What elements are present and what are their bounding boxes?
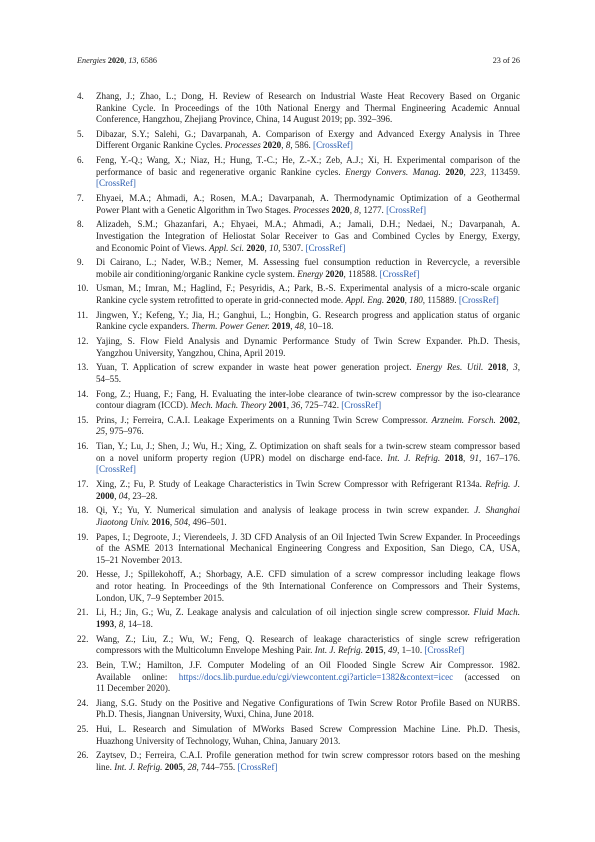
citation-text: Di Cairano, L.; Nader, W.B.; Nemer, M. Assessing fuel consumption reduction in Revercycle, a reversible bbox=[96, 257, 520, 268]
citation-text: Usman, M.; Imran, M.; Haglind, F.; Pesyridis, A.; Park, B.-S. Experimental analysis of a micro-scale organic bbox=[96, 283, 520, 294]
crossref-link[interactable]: [CrossRef] bbox=[379, 268, 420, 279]
reference-item bbox=[77, 362, 520, 385]
reference-line bbox=[96, 283, 520, 295]
volume-number: 49 bbox=[388, 645, 398, 656]
citation-text: Hesse, J.; Spillekohoff, A.; Shorbagy, A.E. CFD simulation of a screw compressor including leakage flows bbox=[96, 569, 520, 580]
citation-text: Alizadeh, S.M.; Ghazanfari, A.; Ehyaei, M.A.; Ahmadi, A.; Jamali, D.H.; Nedaei, N.; Davarpanah, A. bbox=[96, 219, 520, 230]
reference-item bbox=[77, 283, 520, 306]
publication-year: 2001 bbox=[268, 400, 287, 411]
journal-name: Energies bbox=[77, 56, 106, 65]
reference-item bbox=[77, 698, 520, 721]
journal-name: Processes bbox=[293, 204, 330, 215]
reference-line bbox=[96, 441, 520, 453]
citation-text: London, UK, 7–9 September 2015. bbox=[96, 592, 225, 603]
reference-number: 11. bbox=[77, 309, 89, 320]
citation-text: , bbox=[463, 166, 471, 177]
reference-line bbox=[96, 219, 520, 231]
crossref-link[interactable]: [CrossRef] bbox=[341, 400, 382, 411]
reference-list bbox=[77, 91, 520, 777]
reference-line bbox=[96, 114, 520, 126]
page-number: 23 of 26 bbox=[492, 56, 520, 65]
reference-line bbox=[96, 543, 520, 555]
citation-text: , 744–755. bbox=[196, 761, 238, 772]
reference-line bbox=[96, 660, 520, 672]
reference-line bbox=[96, 321, 520, 333]
journal-name: Int. J. Refrig. bbox=[387, 452, 441, 463]
reference-line bbox=[96, 619, 520, 631]
reference-text bbox=[96, 698, 520, 721]
journal-name: Appl. Eng. bbox=[345, 295, 385, 306]
volume-number: 504 bbox=[174, 516, 189, 527]
volume-number: 91 bbox=[469, 452, 479, 463]
journal-name: J. Shanghai bbox=[474, 505, 520, 516]
reference-item bbox=[77, 724, 520, 747]
reference-line bbox=[96, 362, 520, 374]
reference-number: 19. bbox=[77, 531, 89, 542]
citation-text: Yuan, T. Application of screw expander in waste heat power generation project. bbox=[96, 362, 417, 373]
reference-item bbox=[77, 155, 520, 190]
volume-number: 8 bbox=[285, 140, 291, 151]
reference-line bbox=[96, 140, 520, 152]
citation-text: Conference, Hangzhou, Zhejiang Province, China, 14 August 2019; pp. 392–396. bbox=[96, 114, 393, 125]
reference-line bbox=[96, 464, 520, 476]
crossref-link[interactable]: [CrossRef] bbox=[386, 204, 426, 215]
citation-text: performance of basic and regenerative organic Rankine cycles. bbox=[96, 166, 346, 177]
reference-item bbox=[77, 441, 520, 476]
citation-text: Prins, J.; Ferreira, C.A.I. Leakage Experiments on a Running Twin Screw Compressor. bbox=[96, 414, 432, 425]
journal-name: Energy Convers. Manag. bbox=[345, 166, 441, 177]
citation-text: Yangzhou University, Yangzhou, China, April 2019. bbox=[96, 347, 286, 358]
reference-text bbox=[96, 257, 520, 280]
publication-year: 2005 bbox=[164, 761, 183, 772]
citation-text: , 725–742. bbox=[300, 400, 342, 411]
citation-text: Jingwen, Y.; Kefeng, Y.; Jia, H.; Ganghui, L.; Hongbin, G. Research progress and application status of organic bbox=[96, 309, 520, 320]
reference-item bbox=[77, 415, 520, 438]
reference-line bbox=[96, 634, 520, 646]
citation-text: , bbox=[383, 645, 388, 656]
citation-text: of the ASME 2013 International Mechanical Engineering Congress and Exposition, San Diego, CA, USA, bbox=[96, 543, 520, 554]
citation-text: , bbox=[286, 400, 292, 411]
citation-text: Feng, Y.-Q.; Wang, X.; Niaz, H.; Hung, T.-C.; He, Z.-X.; Zeb, A.J.; Xi, H. Experimental comparison of the bbox=[96, 155, 520, 166]
crossref-link[interactable]: [CrossRef] bbox=[458, 295, 499, 306]
reference-text bbox=[96, 283, 520, 306]
reference-number: 17. bbox=[77, 479, 89, 490]
publication-year: 2020 bbox=[107, 56, 125, 65]
crossref-link[interactable]: [CrossRef] bbox=[237, 761, 278, 772]
reference-text bbox=[96, 634, 520, 657]
crossref-link[interactable]: [CrossRef] bbox=[96, 464, 136, 475]
citation-text: Papes, I.; Degroote, J.; Vierendeels, J. 3D CFD Analysis of an Oil Injected Twin Screw Expander. In Proceedings bbox=[96, 531, 520, 542]
reference-number: 12. bbox=[77, 336, 89, 347]
journal-name: Energy Res. Util. bbox=[416, 362, 484, 373]
journal-name: Int. J. Refrig. bbox=[114, 761, 163, 772]
reference-item bbox=[77, 219, 520, 254]
citation-text: , bbox=[264, 242, 270, 253]
citation-text: Xing, Z.; Fu, P. Study of Leakage Characteristics in Twin Screw Compressor with Refrigerant R134a. bbox=[96, 479, 486, 490]
publication-year: 1993 bbox=[96, 618, 115, 629]
citation-text: , 118588. bbox=[343, 268, 380, 279]
reference-number: 21. bbox=[77, 607, 89, 618]
citation-text: , bbox=[114, 618, 119, 629]
citation-text: , 6586 bbox=[136, 56, 157, 65]
citation-text: , 167–176. bbox=[478, 452, 520, 463]
running-header bbox=[77, 56, 520, 66]
reference-text bbox=[96, 155, 520, 190]
reference-item bbox=[77, 607, 520, 630]
citation-text: , bbox=[506, 362, 514, 373]
publication-year: 2016 bbox=[151, 516, 170, 527]
reference-number: 5. bbox=[77, 128, 84, 139]
reference-item bbox=[77, 310, 520, 333]
reference-number: 18. bbox=[77, 505, 89, 516]
reference-line bbox=[96, 698, 520, 710]
citation-text: Yajing, S. Flow Field Analysis and Dynamic Performance Study of Twin Screw Expander. Ph.D. Thesis, bbox=[96, 336, 520, 347]
reference-text bbox=[96, 129, 520, 152]
citation-text: , 1277. bbox=[358, 204, 387, 215]
reference-line bbox=[96, 348, 520, 360]
citation-text: Rankine cycle expanders. bbox=[96, 321, 192, 332]
volume-number: 3 bbox=[513, 362, 518, 373]
reference-number: 22. bbox=[77, 633, 89, 644]
reference-line bbox=[96, 257, 520, 269]
citation-text: , bbox=[281, 140, 286, 151]
journal-name: Arzneim. Forsch. bbox=[431, 414, 496, 425]
reference-line bbox=[96, 389, 520, 401]
citation-text: Bein, T.W.; Hamilton, J.F. Computer Modeling of an Oil Flooded Single Screw Air Compressor. 1982. bbox=[96, 659, 520, 670]
reference-line bbox=[96, 91, 520, 103]
journal-name: Refrig. J. bbox=[485, 479, 520, 490]
reference-line bbox=[96, 231, 520, 243]
reference-number: 8. bbox=[77, 219, 84, 230]
journal-name: Int. J. Refrig. bbox=[314, 645, 363, 656]
publication-year: 2000 bbox=[96, 490, 115, 501]
volume-number: 36 bbox=[291, 400, 301, 411]
reference-line bbox=[96, 400, 520, 412]
publication-year: 2018 bbox=[488, 362, 507, 373]
reference-text bbox=[96, 724, 520, 747]
reference-line bbox=[96, 415, 520, 427]
volume-number: 25 bbox=[96, 426, 106, 437]
reference-line bbox=[96, 193, 520, 205]
volume-number: 223 bbox=[470, 166, 484, 177]
citation-text: , bbox=[517, 414, 520, 425]
journal-name: Jiaotong Univ. bbox=[96, 516, 150, 527]
reference-line bbox=[96, 336, 520, 348]
citation-text: Wang, Z.; Liu, Z.; Wu, W.; Feng, Q. Research of leakage characteristics of single screw refrigeration bbox=[96, 633, 520, 644]
volume-number: 28 bbox=[187, 761, 197, 772]
reference-item bbox=[77, 257, 520, 280]
reference-text bbox=[96, 479, 520, 502]
citation-text: , bbox=[114, 490, 119, 501]
citation-text: compressors with the Multicolumn Envelope Meshing Pair. bbox=[96, 645, 315, 656]
reference-line bbox=[96, 453, 520, 465]
reference-line bbox=[96, 683, 520, 695]
reference-line bbox=[96, 295, 520, 307]
publication-year: 2002 bbox=[499, 414, 518, 425]
citation-text: , 10–18. bbox=[303, 321, 334, 332]
reference-text bbox=[96, 441, 520, 476]
citation-text: , bbox=[517, 362, 520, 373]
reference-item bbox=[77, 634, 520, 657]
citation-text: (accessed on bbox=[453, 671, 520, 682]
citation-text: and rotor heating. In Proceedings of the 9th International Conference on Compressors and Their Systems, bbox=[96, 581, 520, 592]
reference-line bbox=[96, 555, 520, 567]
citation-text: , 23–28. bbox=[127, 490, 158, 501]
citation-text: Investigation the Integration of Heliostat Solar Receiver to Gas and Combined Cycles by Energy, Exergy, bbox=[96, 230, 520, 241]
reference-item bbox=[77, 129, 520, 152]
reference-line bbox=[96, 709, 520, 721]
reference-number: 10. bbox=[77, 283, 89, 294]
citation-text: Ph.D. Thesis, Jiangnan University, Wuxi, China, June 2018. bbox=[96, 709, 314, 720]
citation-text: , 586. bbox=[290, 140, 314, 151]
reference-text bbox=[96, 219, 520, 254]
journal-name: Processes bbox=[224, 140, 261, 151]
crossref-link[interactable]: [CrossRef] bbox=[305, 242, 346, 253]
citation-text: Dibazar, S.Y.; Salehi, G.; Davarpanah, A. Comparison of Exergy and Advanced Exergy Analysis in Three bbox=[96, 128, 520, 139]
citation-text: 11 December 2020). bbox=[96, 683, 171, 694]
reference-line bbox=[96, 178, 520, 190]
citation-text: Rankine cycle system retrofitted to operate in grid-connected mode. bbox=[96, 295, 346, 306]
citation-text: Power Plant with a Genetic Algorithm in Two Stages. bbox=[96, 204, 294, 215]
volume-number: 13 bbox=[128, 56, 137, 65]
reference-number: 25. bbox=[77, 724, 89, 735]
reference-item bbox=[77, 389, 520, 412]
reference-text bbox=[96, 310, 520, 333]
citation-text: Tian, Y.; Lu, J.; Shen, J.; Wu, H.; Xing, Z. Optimization on shaft seals for a twin-screw steam compressor based bbox=[96, 441, 520, 452]
reference-line bbox=[96, 593, 520, 605]
reference-text bbox=[96, 362, 520, 385]
citation-text: and Economic Point of Views. bbox=[96, 242, 209, 253]
volume-number: 04 bbox=[118, 490, 128, 501]
reference-text bbox=[96, 660, 520, 695]
citation-text: Ehyaei, M.A.; Ahmadi, A.; Rosen, M.A.; Davarpanah, A. Thermodynamic Optimization of a Geothermal bbox=[96, 193, 520, 204]
journal-name: Fluid Mach. bbox=[473, 607, 520, 618]
journal-name: Energy bbox=[297, 268, 324, 279]
reference-line bbox=[96, 581, 520, 593]
citation-text: Zaytsev, D.; Ferreira, C.A.I. Profile generation method for twin screw compressor rotors based on the meshing bbox=[96, 750, 520, 761]
volume-number: 8 bbox=[354, 204, 359, 215]
reference-line bbox=[96, 645, 520, 657]
reference-number: 23. bbox=[77, 659, 89, 670]
reference-text bbox=[96, 193, 520, 216]
reference-text bbox=[96, 505, 520, 528]
reference-item bbox=[77, 336, 520, 359]
reference-item bbox=[77, 569, 520, 604]
citation-text: , bbox=[349, 204, 355, 215]
reference-number: 26. bbox=[77, 750, 89, 761]
reference-line bbox=[96, 155, 520, 167]
reference-text bbox=[96, 91, 520, 126]
publication-year: 2019 bbox=[272, 321, 291, 332]
citation-text: Jiang, S.G. Study on the Positive and Negative Configurations of Twin Screw Rotor Profile Based on NURBS. bbox=[96, 697, 520, 708]
url-link[interactable]: https://docs.lib.purdue.edu/cgi/viewcontent.cgi?article=1382&context=icec bbox=[178, 671, 454, 682]
citation-text: , bbox=[290, 321, 295, 332]
reference-text bbox=[96, 389, 520, 412]
reference-item bbox=[77, 505, 520, 528]
citation-text: , bbox=[124, 56, 129, 65]
citation-text: Available online: bbox=[96, 671, 179, 682]
journal-name: Appl. Sci. bbox=[208, 242, 245, 253]
reference-line bbox=[96, 672, 520, 684]
citation-text: Li, H.; Jin, G.; Wu, Z. Leakage analysis and calculation of oil injection single screw compressor. bbox=[96, 607, 474, 618]
citation-text: , 113459. bbox=[483, 166, 521, 177]
citation-text: , 975–976. bbox=[105, 426, 144, 437]
reference-line bbox=[96, 269, 520, 281]
volume-number: 10 bbox=[269, 242, 279, 253]
citation-text: , 5307. bbox=[278, 242, 306, 253]
reference-number: 9. bbox=[77, 257, 84, 268]
citation-text: , bbox=[182, 761, 188, 772]
volume-number: 48 bbox=[294, 321, 304, 332]
reference-line bbox=[96, 607, 520, 619]
citation-text: 54–55. bbox=[96, 373, 122, 384]
reference-number: 4. bbox=[77, 91, 84, 101]
citation-text: 15–21 November 2013. bbox=[96, 554, 183, 565]
publication-year: 2020 bbox=[263, 140, 282, 151]
crossref-link[interactable]: [CrossRef] bbox=[313, 140, 353, 151]
reference-number: 6. bbox=[77, 155, 84, 166]
reference-line bbox=[96, 243, 520, 255]
reference-text bbox=[96, 532, 520, 567]
citation-text: Different Organic Rankine Cycles. bbox=[96, 140, 225, 151]
reference-item bbox=[77, 750, 520, 773]
citation-text: on a novel uniform property region (UPR) model on discharge end-face. bbox=[96, 452, 388, 463]
reference-line bbox=[96, 750, 520, 762]
reference-text bbox=[96, 336, 520, 359]
reference-text bbox=[96, 415, 520, 438]
citation-text: mobile air conditioning/organic Rankine cycle system. bbox=[96, 268, 298, 279]
citation-text: Hui, L. Research and Simulation of MWorks Based Screw Compression Machine Line. Ph.D. Thesis, bbox=[96, 724, 520, 735]
reference-line bbox=[96, 205, 520, 217]
publication-year: 2020 bbox=[325, 268, 344, 279]
reference-number: 14. bbox=[77, 388, 89, 399]
citation-text: , 14–18. bbox=[123, 618, 153, 629]
volume-number: 8 bbox=[118, 618, 124, 629]
reference-line bbox=[96, 310, 520, 322]
crossref-link[interactable]: [CrossRef] bbox=[424, 645, 465, 656]
citation-text: , bbox=[463, 452, 470, 463]
reference-item bbox=[77, 479, 520, 502]
reference-line bbox=[96, 167, 520, 179]
reference-text bbox=[96, 607, 520, 630]
reference-text bbox=[96, 750, 520, 773]
reference-number: 13. bbox=[77, 362, 89, 373]
reference-line bbox=[96, 103, 520, 115]
citation-text: Huazhong University of Technology, Wuhan, China, January 2013. bbox=[96, 735, 341, 746]
citation-text: , 496–501. bbox=[188, 516, 227, 527]
journal-citation bbox=[77, 56, 157, 66]
citation-text: Rankine Cycle. In Proceedings of the 10th National Energy and Thermal Engineering Academic Annual bbox=[96, 102, 520, 113]
reference-line bbox=[96, 724, 520, 736]
volume-number: 180 bbox=[409, 295, 423, 306]
reference-item bbox=[77, 91, 520, 126]
publication-year: 2020 bbox=[331, 204, 350, 215]
publication-year: 2018 bbox=[444, 452, 463, 463]
citation-text: , 115889. bbox=[422, 295, 459, 306]
journal-name: Mech. Mach. Theory bbox=[190, 400, 267, 411]
citation-text: line. bbox=[96, 761, 115, 772]
citation-text: contour diagram (ICCD). bbox=[96, 400, 191, 411]
reference-line bbox=[96, 426, 520, 438]
citation-text: , 1–10. bbox=[397, 645, 425, 656]
citation-text: , bbox=[169, 516, 175, 527]
reference-line bbox=[96, 532, 520, 544]
reference-text bbox=[96, 569, 520, 604]
crossref-link[interactable]: [CrossRef] bbox=[96, 178, 136, 189]
reference-number: 20. bbox=[77, 569, 89, 580]
journal-name: Therm. Power Gener. bbox=[191, 321, 270, 332]
reference-line bbox=[96, 129, 520, 141]
reference-number: 24. bbox=[77, 697, 89, 708]
reference-item bbox=[77, 193, 520, 216]
reference-line bbox=[96, 762, 520, 774]
reference-line bbox=[96, 517, 520, 529]
reference-number: 7. bbox=[77, 193, 84, 204]
reference-number: 16. bbox=[77, 441, 89, 452]
citation-text: Fong, Z.; Huang, F.; Fang, H. Evaluating the inter-lobe clearance of twin-screw compressor by the iso-clearance bbox=[96, 388, 520, 399]
reference-line bbox=[96, 374, 520, 386]
publication-year: 2020 bbox=[386, 295, 405, 306]
publication-year: 2015 bbox=[365, 645, 384, 656]
reference-item bbox=[77, 660, 520, 695]
citation-text: Qi, Y.; Yu, Y. Numerical simulation and analysis of leakage process in twin screw expander. bbox=[96, 505, 475, 516]
reference-line bbox=[96, 569, 520, 581]
publication-year: 2020 bbox=[445, 166, 464, 177]
reference-line bbox=[96, 491, 520, 503]
reference-line bbox=[96, 736, 520, 748]
reference-number: 15. bbox=[77, 414, 89, 425]
reference-item bbox=[77, 532, 520, 567]
reference-line bbox=[96, 479, 520, 491]
citation-text: Zhang, J.; Zhao, L.; Dong, H. Review of Research on Industrial Waste Heat Recovery Based on Organic bbox=[96, 91, 520, 101]
citation-text: , bbox=[404, 295, 410, 306]
reference-line bbox=[96, 505, 520, 517]
publication-year: 2020 bbox=[246, 242, 265, 253]
